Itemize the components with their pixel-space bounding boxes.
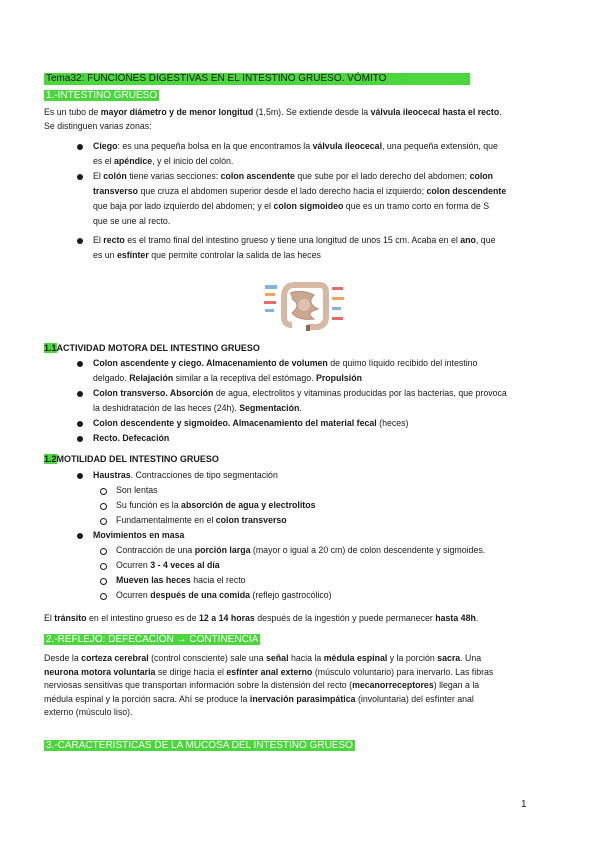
transit-paragraph: El tránsito en el intestino grueso es de 12 a 14 horas después de la ingestión y puede permanecer hasta 48h. (44, 613, 479, 623)
sub-bullet-icon (100, 503, 107, 510)
section-1-heading: 1.-INTESTINO GRUESO (46, 90, 158, 101)
bullet-icon (77, 174, 83, 180)
bullet-icon (77, 436, 83, 442)
section-1-2-heading: 1.2MOTILIDAD DEL INTESTINO GRUESO (44, 454, 219, 464)
bullet-icon (77, 473, 83, 479)
page-number: 1 (521, 799, 527, 810)
sub-bullet-icon (100, 518, 107, 525)
sub-bullet-icon (100, 578, 107, 585)
list-item-movimientos-en-masa: Movimientos en masa (93, 530, 185, 540)
list-item-recto-defecacion: Recto. Defecación (93, 433, 170, 443)
section-2-heading: 2.-REFLEJO: DEFECACIÓN → CONTINENCIA (46, 634, 259, 645)
sub-bullet-icon (100, 548, 107, 555)
bullet-icon (77, 391, 83, 397)
list-item-ciego: Ciego: es una pequeña bolsa en la que encontramos la válvula ileocecal, una pequeña extensión, que es el apéndice, y el inicio del colón. (93, 141, 498, 166)
section-2-paragraph: Desde la corteza cerebral (control consciente) sale una señal hacia la médula espinal y la porción sacra. Una neurona motora voluntaria se dirige hacia el esfínter anal externo (músculo voluntario) para inervarlo. Las fibras nerviosas sensitivas que transportan información sobre la distensión del recto (mecanorreceptores) llegan a la médula espinal y la porción sacra. Ahí se produce la inervación parasimpática (involuntaria) del esfínter anal externo (músculo liso). (44, 653, 494, 717)
sub-item: Contracción de una porción larga (mayor o igual a 20 cm) de colon descendente y sigmoides. (116, 545, 486, 555)
document-title: Tema32: FUNCIONES DIGESTIVAS EN EL INTESTINO GRUESO. VÓMITO (44, 73, 470, 85)
list-item-colon-ascendente: Colon ascendente y ciego. Almacenamiento de volumen de quimo líquido recibido del intestino delgado. Relajación similar a la receptiva del estómago. Propulsión (93, 358, 478, 383)
section-1-intro: Es un tubo de mayor diámetro y de menor longitud (1,5m). Se extiende desde la válvula ileocecal hasta el recto. Se distinguen varias zonas: (44, 107, 502, 131)
section-1-1-heading: 1.1ACTIVIDAD MOTORA DEL INTESTINO GRUESO (44, 343, 260, 353)
section-3-heading: 3.-CARACTERISTICAS DE LA MUCOSA DEL INTESTINO GRUESO (46, 740, 353, 751)
sub-item: Son lentas (116, 485, 158, 495)
list-item-haustras: Haustras. Contracciones de tipo segmentación (93, 470, 278, 480)
bullet-icon (77, 361, 83, 367)
bullet-icon (77, 421, 83, 427)
list-item-recto: El recto es el tramo final del intestino grueso y tiene una longitud de unos 15 cm. Acaba en el ano, que es un esfínter que permite controlar la salida de las heces (93, 235, 496, 260)
sub-item: Ocurren 3 - 4 veces al día (116, 560, 220, 570)
bullet-icon (77, 533, 83, 539)
sub-item: Su función es la absorción de agua y electrolitos (116, 500, 316, 510)
bullet-icon (77, 238, 83, 244)
sub-bullet-icon (100, 488, 107, 495)
list-item-colon: El colón tiene varias secciones: colon ascendente que sube por el lado derecho del abdomen; colon transverso que cruza el abdomen superior desde el lado derecho hacia el izquierdo; colon descendente que baja por lado izquierdo del abdomen; y el colon sigmoideo que es un tramo corto en forma de S que se une al recto. (93, 171, 507, 226)
list-item-colon-transverso: Colon transverso. Absorción de agua, electrolitos y vitaminas producidas por las bacterias, que provoca la deshidratación de las heces (24h). Segmentación. (93, 388, 507, 413)
sub-bullet-icon (100, 593, 107, 600)
large-intestine-diagram (262, 277, 346, 331)
sub-item: Fundamentalmente en el colon transverso (116, 515, 287, 525)
list-item-colon-descendente: Colon descendente y sigmoideo. Almacenamiento del material fecal (heces) (93, 418, 409, 428)
intestine-illustration-icon (262, 277, 346, 331)
sub-bullet-icon (100, 563, 107, 570)
sub-item: Ocurren después de una comida (reflejo gastrocólico) (116, 590, 332, 600)
sub-item: Mueven las heces hacia el recto (116, 575, 246, 585)
bullet-icon (77, 144, 83, 150)
